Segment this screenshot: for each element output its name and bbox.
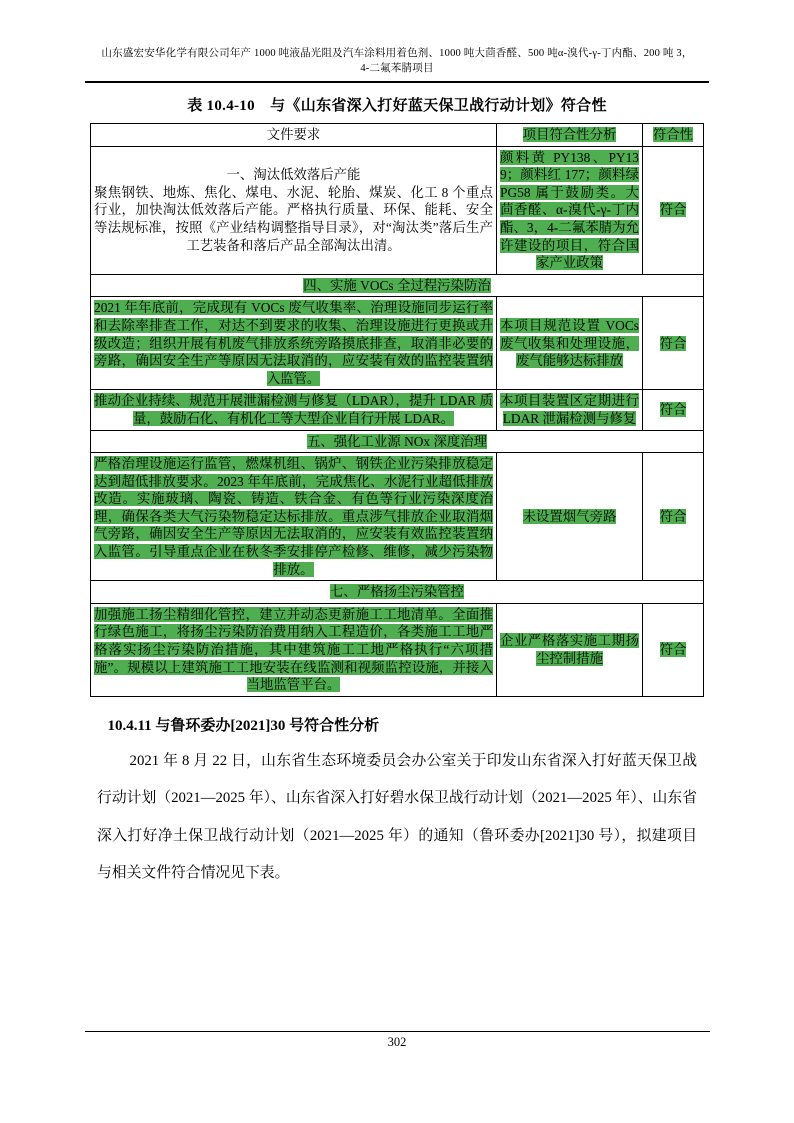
analysis-text: 企业严格落实施工期扬尘控制措施	[500, 633, 639, 666]
table-row-nox-treatment	[91, 453, 704, 581]
subsection-heading: 10.4.11 与鲁环委办[2021]30 号符合性分析	[107, 717, 380, 734]
table-section-row-nox	[91, 430, 704, 453]
requirement-cell	[91, 146, 497, 274]
body-paragraph: 2021 年 8 月 22 日，山东省生态环境委员会办公室关于印发山东省深入打好蓝天保卫战行动计划（2021—2025 年）、山东省深入打好碧水保卫战行动计划（2021—2025 年）、山东省深入打好净土保卫战行动计划（2021—2025 年）的通知（鲁环委办[2021]30 号），拟建项目与相关文件符合情况见下表。	[97, 752, 697, 882]
page-number: 302	[387, 1035, 407, 1049]
requirement-section-title: 一、淘汰低效落后产能	[226, 167, 361, 183]
footer-divider-rule	[85, 1031, 710, 1032]
section-header-cell	[91, 274, 704, 297]
document-header-text: 山东盛宏安华化学有限公司年产 1000 吨液晶光阻及汽车涂料用着色剂、1000 吨大茴香醛、500 吨α-溴代-γ-丁内酯、200 吨 3，4-二氟苯腈项目	[101, 48, 693, 74]
column-header-analysis-label: 项目符合性分析	[522, 127, 617, 142]
table-section-row-vocs	[91, 274, 704, 297]
verdict-cell	[643, 603, 704, 696]
column-header-requirement-label: 文件要求	[266, 127, 321, 142]
verdict-text: 符合	[659, 202, 687, 218]
verdict-text: 符合	[659, 402, 687, 418]
section-header-cell	[91, 581, 704, 604]
analysis-cell	[497, 297, 643, 390]
verdict-cell	[643, 453, 704, 581]
table-header-row	[91, 124, 704, 147]
column-header-requirement	[91, 124, 497, 147]
verdict-text: 符合	[659, 335, 687, 351]
requirement-text: 推动企业持续、规范开展泄漏检测与修复（LDAR），提升 LDAR 质量，鼓励石化、有机化工等大型企业自行开展 LDAR。	[94, 393, 493, 426]
table-row-vocs-collection	[91, 297, 704, 390]
header-divider-rule	[85, 81, 709, 83]
requirement-text: 聚焦钢铁、地炼、焦化、煤电、水泥、轮胎、煤炭、化工 8 个重点行业，加快淘汰低效落后产能。严格执行质量、环保、能耗、安全等法规标准，按照《产业结构调整指导目录》，对“淘汰类”落后生产工艺装备和落后产品全部淘汰出清。	[94, 184, 493, 253]
table-row-dust-control	[91, 603, 704, 696]
table-row-capacity-elimination	[91, 146, 704, 274]
analysis-cell	[497, 603, 643, 696]
column-header-analysis	[497, 124, 643, 147]
analysis-cell	[497, 146, 643, 274]
requirement-text: 2021 年年底前，完成现有 VOCs 废气收集率、治理设施同步运行率和去除率排查工作，对达不到要求的收集、治理设施进行更换或升级改造；组织开展有机废气排放系统旁路摸底排查，取消非必要的旁路，确因安全生产等原因无法取消的，应安装有效的监控装置纳入监管。	[94, 300, 493, 386]
analysis-text: 本项目装置区定期进行 LDAR 泄漏检测与修复	[500, 393, 639, 426]
requirement-text: 严格治理设施运行监管，燃煤机组、锅炉、钢铁企业污染排放稳定达到超低排放要求。2023 年年底前，完成焦化、水泥行业超低排放改造。实施玻璃、陶瓷、铸造、铁合金、有色等行业污染深度治理，确保各类大气污染物稳定达标排放。重点涉气排放企业取消烟气旁路，确因安全生产等原因无法取消的，应安装有效监控装置纳入监管。引导重点企业在秋冬季安排停产检修、维修，减少污染物排放。	[94, 456, 493, 577]
verdict-cell	[643, 390, 704, 430]
section-header-text: 四、实施 VOCs 全过程污染防治	[303, 277, 491, 293]
table-title: 表 10.4-10 与《山东省深入打好蓝天保卫战行动计划》符合性	[187, 98, 607, 114]
table-row-ldar	[91, 390, 704, 430]
requirement-cell	[91, 603, 497, 696]
verdict-cell	[643, 297, 704, 390]
table-section-row-dust	[91, 581, 704, 604]
column-header-verdict	[643, 124, 704, 147]
section-header-cell	[91, 430, 704, 453]
requirement-text: 加强施工扬尘精细化管控，建立并动态更新施工工地清单。全面推行绿色施工，将扬尘污染防治费用纳入工程造价，各类施工工地严格落实扬尘污染防治措施，其中建筑施工工地严格执行“六项措施”。规模以上建筑施工工地安装在线监测和视频监控设施，并接入当地监管平台。	[94, 606, 493, 693]
analysis-cell	[497, 453, 643, 581]
requirement-cell	[91, 390, 497, 430]
verdict-text: 符合	[659, 508, 687, 524]
analysis-cell	[497, 390, 643, 430]
analysis-text: 颜料黄 PY138、PY139；颜料红 177；颜料绿 PG58 属于鼓励类。大茴香醛、α-溴代-γ-丁内酯、3，4-二氟苯腈为允许建设的项目，符合国家产业政策	[500, 149, 639, 271]
verdict-text: 符合	[659, 642, 687, 658]
verdict-cell	[643, 146, 704, 274]
column-header-verdict-label: 符合性	[652, 127, 694, 142]
section-header-text: 五、强化工业源 NOx 深度治理	[306, 433, 488, 449]
requirement-cell	[91, 297, 497, 390]
analysis-text: 未设置烟气旁路	[522, 508, 617, 524]
compliance-table	[90, 123, 704, 697]
requirement-cell	[91, 453, 497, 581]
section-header-text: 七、严格扬尘污染管控	[330, 584, 464, 600]
analysis-text: 本项目规范设置 VOCs 废气收集和处理设施，废气能够达标排放	[500, 317, 639, 369]
